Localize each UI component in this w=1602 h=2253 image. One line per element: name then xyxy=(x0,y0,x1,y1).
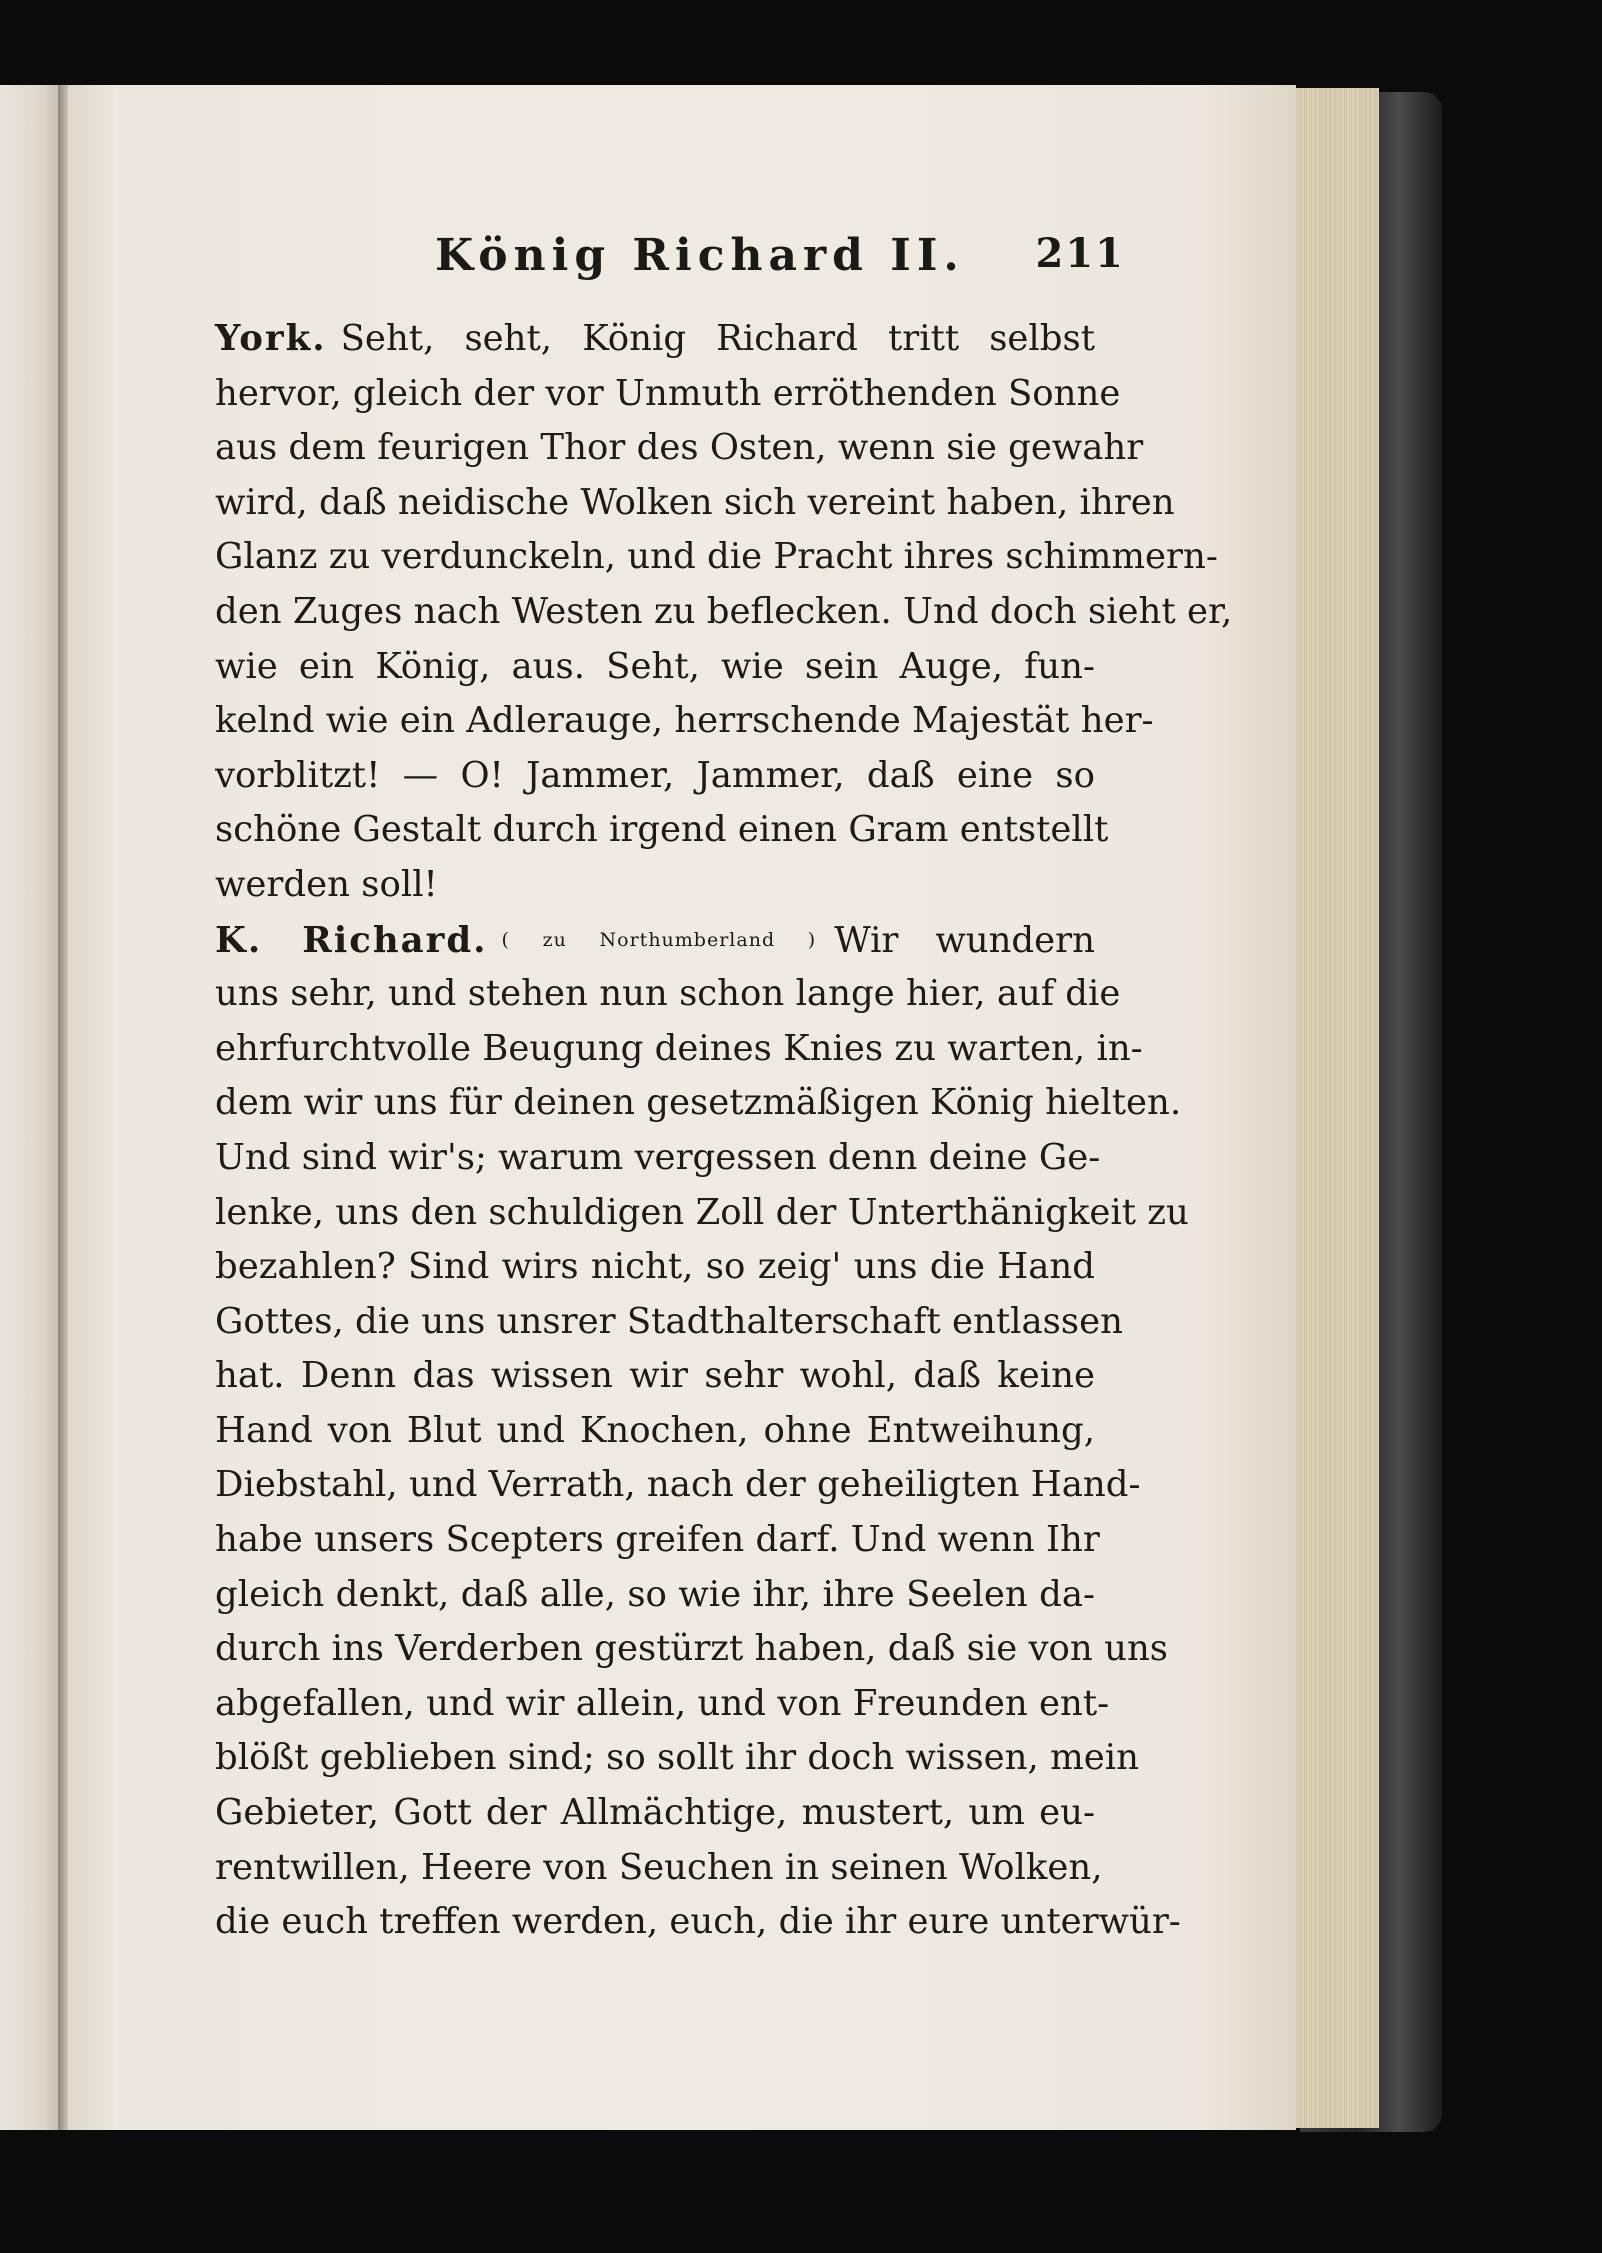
text-line: Hand von Blut und Knochen, ohne Entweihung, xyxy=(215,1409,1095,1451)
text-line: ehrfurchtvolle Beugung deines Knies zu warten, in- xyxy=(215,1027,1143,1069)
text-line: werden soll! xyxy=(215,863,438,905)
text-line: abgefallen, und wir allein, und von Freunden ent- xyxy=(215,1682,1110,1724)
page-edges xyxy=(1294,88,1379,2128)
text-line: habe unsers Scepters greifen darf. Und wenn Ihr xyxy=(215,1519,1100,1561)
text-line: bezahlen? Sind wirs nicht, so zeig' uns die Hand xyxy=(215,1246,1095,1288)
text-line: Und sind wir's; warum vergessen denn deine Ge- xyxy=(215,1136,1101,1178)
page-number: 211 xyxy=(1035,230,1125,277)
text-line xyxy=(215,312,1095,367)
text-line: Glanz zu verdunckeln, und die Pracht ihres schimmern- xyxy=(215,536,1218,578)
text-line: dem wir uns für deinen gesetzmäßigen König hielten. xyxy=(215,1082,1182,1124)
text-line: hervor, gleich der vor Unmuth erröthenden Sonne xyxy=(215,372,1121,414)
text-line: Gottes, die uns unsrer Stadthalterschaft entlassen xyxy=(215,1300,1123,1342)
text-line xyxy=(215,913,1095,968)
text-line: die euch treffen werden, euch, die ihr eure unterwür- xyxy=(215,1901,1181,1943)
text-line: uns sehr, und stehen nun schon lange hier, auf die xyxy=(215,973,1121,1015)
speaker-name: York. xyxy=(215,318,327,359)
text-line: blößt geblieben sind; so sollt ihr doch wissen, mein xyxy=(215,1737,1140,1779)
text-line: rentwillen, Heere von Seuchen in seinen Wolken, xyxy=(215,1846,1103,1888)
text-line: den Zuges nach Westen zu beflecken. Und doch sieht er, xyxy=(215,590,1233,632)
text-line: lenke, uns den schuldigen Zoll der Unterthänigkeit zu xyxy=(215,1191,1189,1233)
text-line: gleich denkt, daß alle, so wie ihr, ihre Seelen da- xyxy=(215,1573,1095,1615)
text-line: wird, daß neidische Wolken sich vereint haben, ihren xyxy=(215,481,1175,523)
text-line: schöne Gestalt durch irgend einen Gram entstellt xyxy=(215,809,1109,851)
text-line: durch ins Verderben gestürzt haben, daß sie von uns xyxy=(215,1628,1169,1670)
text-line: hat. Denn das wissen wir sehr wohl, daß keine xyxy=(215,1355,1095,1397)
page-header xyxy=(435,230,1125,290)
page-text xyxy=(215,312,1233,1950)
text-line: kelnd wie ein Adlerauge, herrschende Majestät her- xyxy=(215,700,1154,742)
text-line: Gebieter, Gott der Allmächtige, mustert, um eu- xyxy=(215,1792,1095,1834)
stage-direction: ( zu Northumberland ) xyxy=(501,928,817,951)
line-text: Seht, seht, König Richard tritt selbst xyxy=(340,318,1095,359)
line-text: Wir wundern xyxy=(834,919,1095,961)
text-line: wie ein König, aus. Seht, wie sein Auge, fun- xyxy=(215,645,1095,687)
text-line: vorblitzt! — O! Jammer, Jammer, daß eine so xyxy=(215,754,1095,796)
text-line: Diebstahl, und Verrath, nach der geheiligten Hand- xyxy=(215,1464,1141,1506)
running-title: König Richard II. xyxy=(435,230,965,281)
speaker-name: K. Richard. xyxy=(215,919,488,961)
text-line: aus dem feurigen Thor des Osten, wenn sie gewahr xyxy=(215,427,1144,469)
